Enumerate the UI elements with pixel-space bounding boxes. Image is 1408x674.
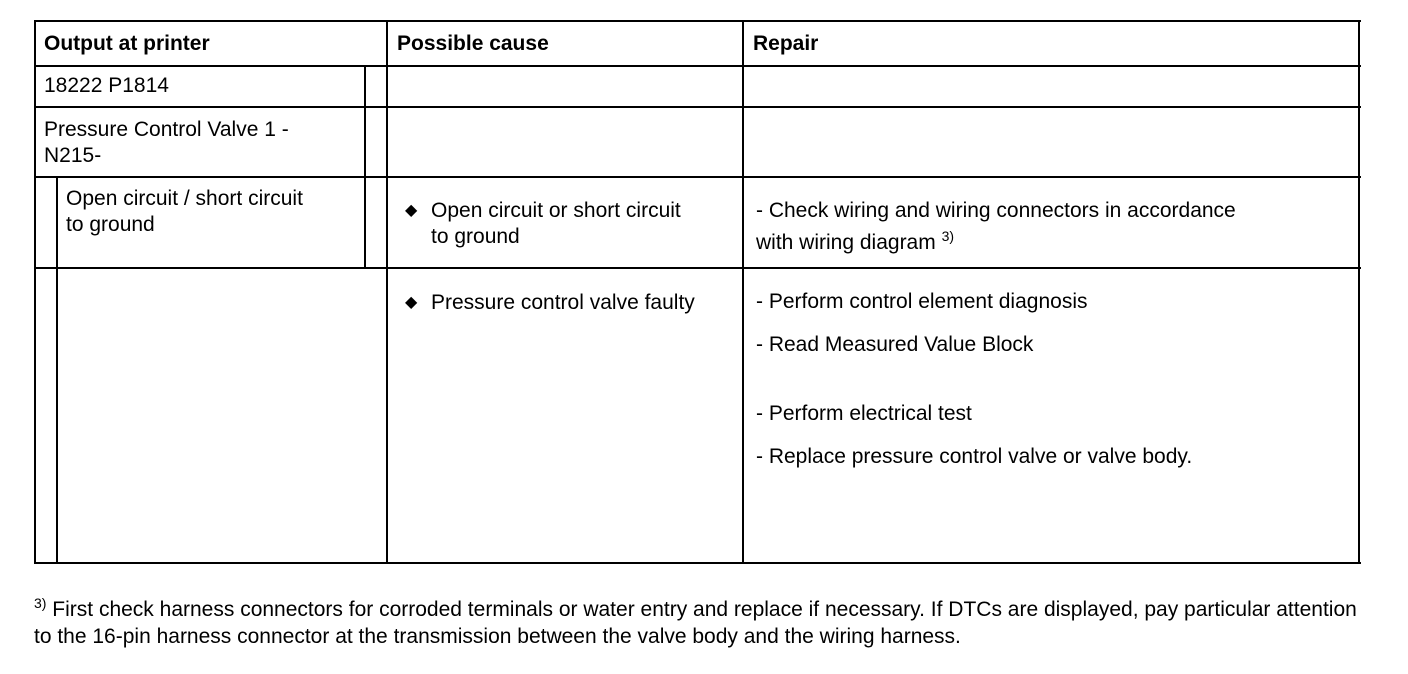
repair-1-line-1: - Check wiring and wiring connectors in accordance xyxy=(756,199,1236,222)
fault-code: 18222 P1814 xyxy=(44,74,169,97)
footnote-marker: 3) xyxy=(34,595,47,611)
table-border-left xyxy=(34,20,36,564)
component-name-line-1: Pressure Control Valve 1 - xyxy=(44,118,289,141)
cause-1-line-1: Open circuit or short circuit xyxy=(431,199,681,222)
row-divider-2 xyxy=(34,176,1361,178)
component-name-line-2: N215- xyxy=(44,144,102,167)
repair-step: - Perform electrical test xyxy=(756,402,972,425)
cause-1-line-2: to ground xyxy=(431,225,520,248)
indent-line xyxy=(56,177,58,564)
row-divider-1 xyxy=(34,106,1361,108)
column-divider-2 xyxy=(742,20,744,564)
header-output: Output at printer xyxy=(44,32,210,55)
header-cause: Possible cause xyxy=(397,32,549,55)
repair-1-line-2 xyxy=(756,230,954,256)
fault-type-line-1: Open circuit / short circuit xyxy=(66,187,303,210)
repair-step: - Perform control element diagnosis xyxy=(756,290,1088,313)
header-divider xyxy=(34,65,1361,67)
repair-step: - Read Measured Value Block xyxy=(756,333,1034,356)
header-repair: Repair xyxy=(753,32,819,55)
column-divider-1 xyxy=(386,20,388,564)
repair-1-line-2-text: with wiring diagram xyxy=(756,231,936,254)
cause-2: Pressure control valve faulty xyxy=(431,291,695,314)
repair-step: - Replace pressure control valve or valve body. xyxy=(756,445,1193,468)
fault-type-line-2: to ground xyxy=(66,213,155,236)
table-border-bottom xyxy=(34,562,1361,564)
output-inner-line xyxy=(364,66,366,268)
footnote xyxy=(34,596,1374,650)
footnote-text: First check harness connectors for corroded terminals or water entry and replace if necessary. If DTCs are displayed, pay particular attention to the 16-pin harness connector at the transmission between the valve body and the wiring harness. xyxy=(34,598,1357,648)
diamond-bullet-icon: ◆ xyxy=(405,202,418,219)
table-border-top xyxy=(34,20,1361,22)
table-border-right xyxy=(1358,20,1360,564)
footnote-reference: 3) xyxy=(941,228,955,244)
row-divider-3 xyxy=(34,267,1361,269)
diamond-bullet-icon: ◆ xyxy=(405,294,418,311)
